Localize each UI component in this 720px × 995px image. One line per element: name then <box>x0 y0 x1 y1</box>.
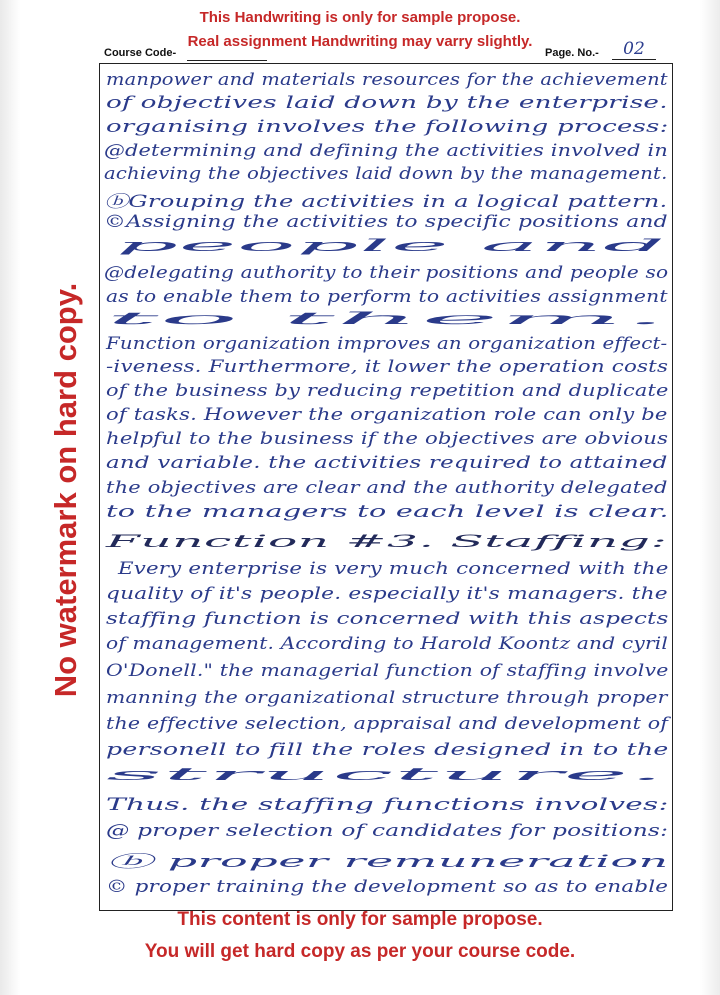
page-number-value: 02 <box>612 39 656 60</box>
course-code-label: Course Code- <box>104 47 177 59</box>
page-number-label: Page. No.- <box>545 47 599 59</box>
sample-notice-top: This Handwriting is only for sample propose. <box>199 9 521 26</box>
watermark-text: No watermark on hard copy. <box>48 282 83 698</box>
sample-notice-bottom: This content is only for sample propose. <box>177 909 543 930</box>
course-code-underline <box>187 60 267 61</box>
handwriting-notice-top: Real assignment Handwriting may varry slightly. <box>187 33 533 50</box>
hard-copy-notice-bottom: You will get hard copy as per your course code. <box>144 941 576 962</box>
